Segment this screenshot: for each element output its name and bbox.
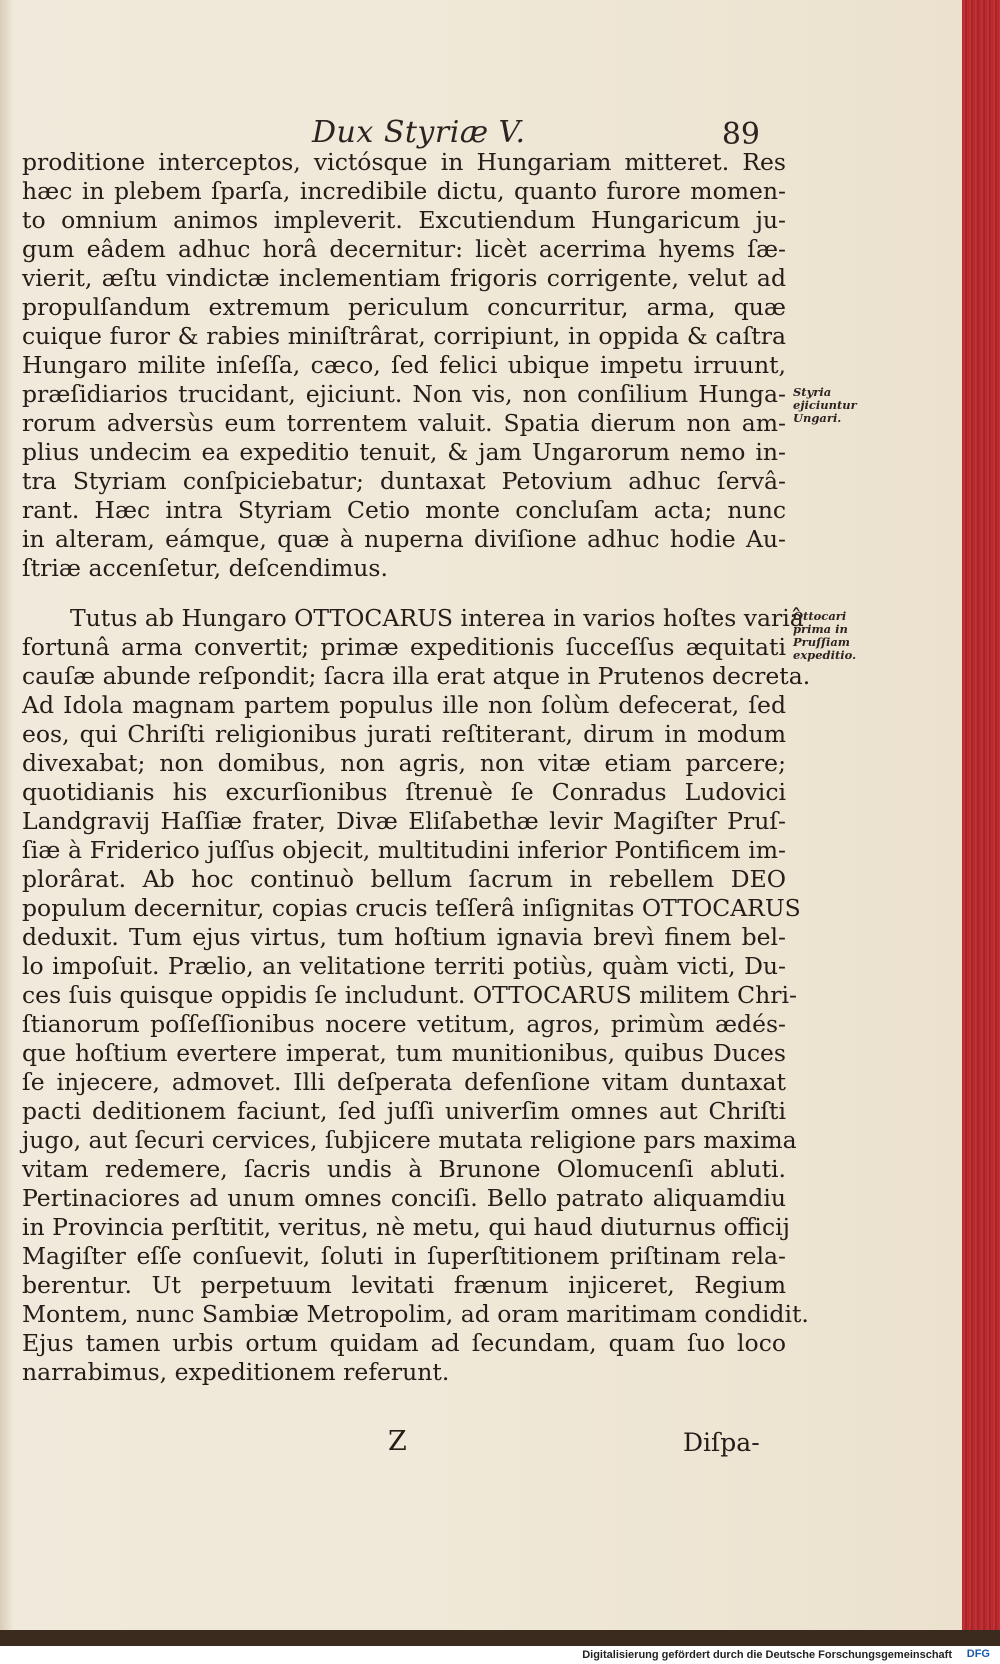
text-line: propulſandum extremum periculum concurritur, arma, quæ (22, 293, 786, 321)
text-line: cauſæ abunde reſpondit; ſacra illa erat atque in Prutenos decreta. (22, 662, 811, 690)
text-line: pacti deditionem faciunt, ſed juſſi univerſim omnes aut Chriſti (22, 1097, 786, 1125)
text-line: berentur. Ut perpetuum levitati frænum injiceret, Regium (22, 1271, 786, 1299)
text-line: ſe injecere, admovet. Illi deſperata defenſione vitam duntaxat (22, 1068, 786, 1096)
red-page-edge (962, 0, 1000, 1630)
text-line: rorum adversùs eum torrentem valuit. Spatia dierum non am- (22, 409, 786, 437)
margin-note-line: ejiciuntur (793, 398, 857, 412)
text-line: in Provincia perſtitit, veritus, nè metu, qui haud diuturnus officij (22, 1213, 790, 1241)
text-line: Magiſter eſſe conſuevit, ſoluti in ſuperſtitionem priſtinam rela- (22, 1242, 786, 1270)
text-line: Montem, nunc Sambiæ Metropolim, ad oram maritimam condidit. (22, 1300, 809, 1328)
text-line: vitam redemere, ſacris undis à Brunone Olomucenſi abluti. (22, 1155, 786, 1183)
text-line: divexabat; non domibus, non agris, non vitæ etiam parcere; (22, 749, 786, 777)
text-line: lo impoſuit. Prælio, an velitatione territi potiùs, quàm victi, Du- (22, 952, 786, 980)
text-line: cuique furor & rabies miniſtrârat, corripiunt, in oppida & caſtra (22, 322, 786, 350)
running-title: Dux Styriæ V. (312, 115, 526, 150)
text-line: hæc in plebem ſparſa, incredibile dictu, quanto furore momen- (22, 177, 786, 205)
margin-note-styria (793, 386, 857, 425)
text-line: narrabimus, expeditionem referunt. (22, 1358, 450, 1386)
text-line: ces ſuis quisque oppidis ſe includunt. OTTOCARUS militem Chri- (22, 981, 797, 1009)
digitization-credit: Digitalisierung gefördert durch die Deutsche Forschungsgemeinschaft (582, 1649, 952, 1661)
book-bottom-edge (0, 1630, 1000, 1646)
text-line: to omnium animos impleverit. Excutiendum Hungaricum ju- (22, 206, 786, 234)
margin-note-line: expeditio. (793, 648, 857, 662)
text-line: ſtriæ accenſetur, deſcendimus. (22, 554, 388, 582)
margin-note-line: Styria (793, 385, 832, 399)
text-line: tra Styriam conſpiciebatur; duntaxat Petovium adhuc ſervâ- (22, 467, 786, 495)
text-line: rant. Hæc intra Styriam Cetio monte concluſam acta; nunc (22, 496, 786, 524)
text-line: proditione interceptos, victósque in Hungariam mitteret. Res (22, 148, 786, 176)
text-line: Ejus tamen urbis ortum quidam ad ſecundam, quam ſuo loco (22, 1329, 786, 1357)
text-line: Tutus ab Hungaro OTTOCARUS interea in varios hoſtes variâ (70, 604, 804, 632)
text-line: gum eâdem adhuc horâ decernitur: licèt acerrima hyems ſæ- (22, 235, 786, 263)
signature-mark: Z (388, 1426, 407, 1457)
text-line: Hungaro milite inſeſſa, cæco, ſed felici ubique impetu irruunt, (22, 351, 786, 379)
text-line: deduxit. Tum ejus virtus, tum hoſtium ignavia brevì finem bel- (22, 923, 786, 951)
text-line: populum decernitur, copias crucis teſſerâ inſignitas OTTOCARUS (22, 894, 801, 922)
catchword: Diſpa- (683, 1428, 760, 1457)
margin-note-line: Pruſſiam (793, 635, 850, 649)
text-line: plorârat. Ab hoc continuò bellum ſacrum in rebellem DEO (22, 865, 786, 893)
text-line: ſtianorum poſſeſſionibus nocere vetitum, agros, primùm ædés- (22, 1010, 786, 1038)
text-line: eos, qui Chriſti religionibus jurati reſtiterant, dirum in modum (22, 720, 786, 748)
margin-note-line: prima in (793, 622, 848, 636)
margin-note-ottocari (793, 610, 856, 662)
page-gutter-shadow (0, 0, 14, 1650)
text-line: jugo, aut ſecuri cervices, ſubjicere mutata religione pars maxima (22, 1126, 797, 1154)
text-line: in alteram, eámque, quæ à nuperna diviſione adhuc hodie Au- (22, 525, 786, 553)
text-line: plius undecim ea expeditio tenuit, & jam Ungarorum nemo in- (22, 438, 786, 466)
text-line: quotidianis his excurſionibus ſtrenuè ſe Conradus Ludovici (22, 778, 786, 806)
text-line: Pertinaciores ad unum omnes conciſi. Bello patrato aliquamdiu (22, 1184, 786, 1212)
margin-note-line: Ottocari (793, 609, 847, 623)
text-line: vierit, æſtu vindictæ inclementiam frigoris corrigente, velut ad (22, 264, 786, 292)
page-number: 89 (721, 117, 760, 152)
text-line: ſiæ à Friderico juſſus objecit, multitudini inferior Pontificem im- (22, 836, 786, 864)
text-line: Ad Idola magnam partem populus ille non ſolùm defecerat, ſed (22, 691, 786, 719)
text-line: præſidiarios trucidant, ejiciunt. Non vis, non conſilium Hunga- (22, 380, 786, 408)
text-line: que hoſtium evertere imperat, tum munitionibus, quibus Duces (22, 1039, 786, 1067)
text-line: fortunâ arma convertit; primæ expeditionis ſucceſſus æquitati (22, 633, 786, 661)
margin-note-line: Ungari. (793, 411, 842, 425)
text-line: Landgravij Haſſiæ frater, Divæ Eliſabethæ levir Magiſter Pruſ- (22, 807, 786, 835)
dfg-logo: DFG (966, 1648, 990, 1660)
